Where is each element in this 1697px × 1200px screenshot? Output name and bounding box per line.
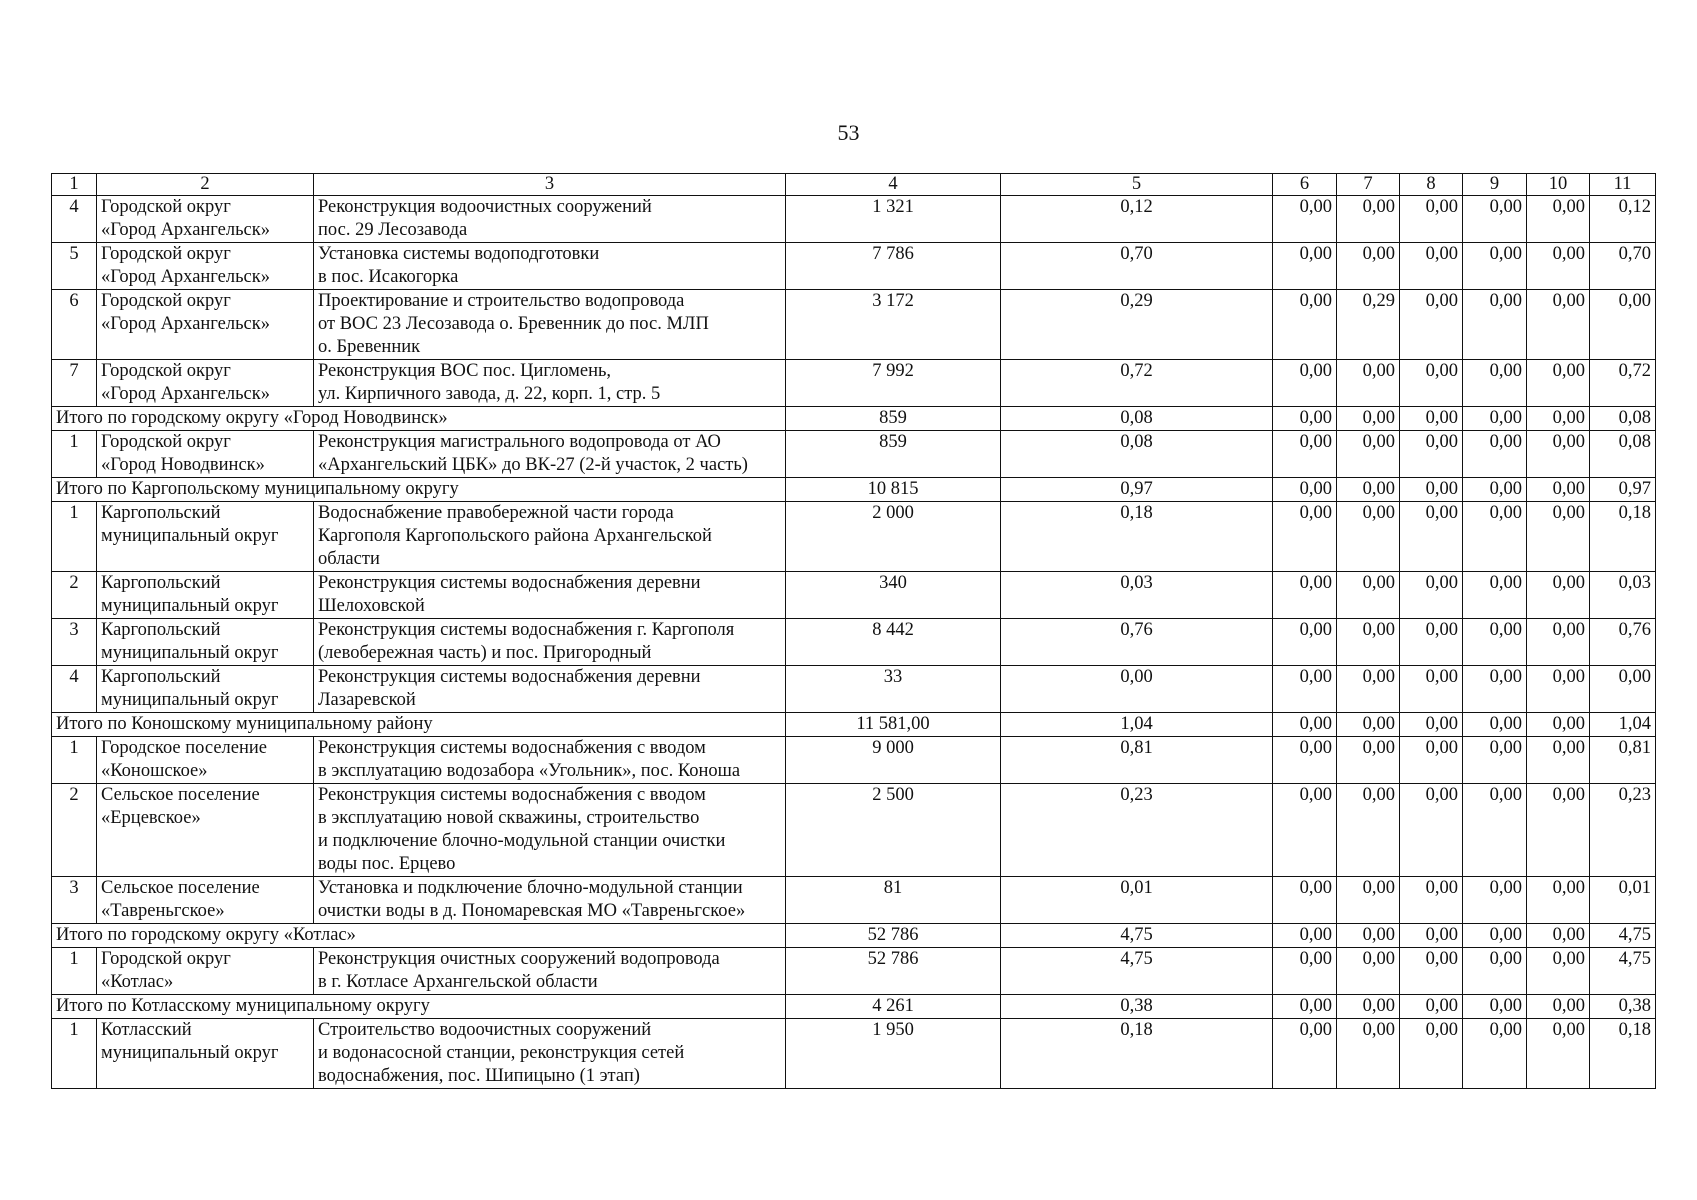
row-number: 5: [52, 243, 97, 290]
row-number: 1: [52, 737, 97, 784]
value-cell: 0,00: [1527, 502, 1590, 572]
value-cell: 0,97: [1001, 478, 1273, 502]
municipality-cell: [97, 360, 314, 407]
value-cell: 0,00: [1273, 713, 1337, 737]
project-description-line: Реконструкция системы водоснабжения г. Каргополя: [318, 620, 735, 640]
row-number: 1: [52, 948, 97, 995]
value-cell: 3 172: [786, 290, 1001, 360]
value-cell: 0,00: [1400, 360, 1463, 407]
value-cell: 0,00: [1463, 196, 1527, 243]
value-cell: 0,00: [1400, 784, 1463, 877]
project-description-cell: [314, 360, 786, 407]
municipality-line: «Город Архангельск»: [101, 314, 270, 334]
municipality-line: «Котлас»: [101, 972, 174, 992]
value-cell: 0,18: [1001, 502, 1273, 572]
value-cell: 0,29: [1001, 290, 1273, 360]
value-cell: 4,75: [1590, 948, 1656, 995]
value-cell: 0,08: [1590, 431, 1656, 478]
value-cell: 0,08: [1590, 407, 1656, 431]
value-cell: 0,00: [1273, 666, 1337, 713]
value-cell: 0,81: [1001, 737, 1273, 784]
project-description-cell: [314, 431, 786, 478]
value-cell: 0,00: [1273, 431, 1337, 478]
project-description-line: и подключение блочно-модульной станции очистки: [318, 831, 726, 851]
subtotal-label: Итого по Коношскому муниципальному району: [52, 713, 786, 737]
municipality-line: Котласский: [101, 1020, 192, 1040]
value-cell: 0,70: [1001, 243, 1273, 290]
project-description-line: Установка системы водоподготовки: [318, 244, 600, 264]
value-cell: 0,76: [1001, 619, 1273, 666]
project-description-line: Реконструкция водоочистных сооружений: [318, 197, 652, 217]
project-description-line: в эксплуатацию новой скважины, строительство: [318, 808, 700, 828]
project-description-line: Реконструкция системы водоснабжения деревни: [318, 573, 701, 593]
value-cell: 0,01: [1590, 877, 1656, 924]
value-cell: 0,38: [1590, 995, 1656, 1019]
table-row: [52, 360, 1656, 407]
value-cell: 0,00: [1337, 995, 1400, 1019]
value-cell: 0,00: [1337, 431, 1400, 478]
project-description-line: пос. 29 Лесозавода: [318, 220, 468, 240]
value-cell: 0,00: [1273, 948, 1337, 995]
project-description-cell: [314, 737, 786, 784]
value-cell: 0,38: [1001, 995, 1273, 1019]
municipality-line: Сельское поселение: [101, 785, 260, 805]
row-number: 4: [52, 666, 97, 713]
table-row: [52, 737, 1656, 784]
value-cell: 0,00: [1463, 713, 1527, 737]
project-description-cell: [314, 877, 786, 924]
value-cell: 0,00: [1273, 502, 1337, 572]
municipality-line: Каргопольский: [101, 667, 221, 687]
column-number: 6: [1273, 174, 1337, 196]
value-cell: 0,00: [1273, 1019, 1337, 1089]
project-description-cell: [314, 1019, 786, 1089]
subtotal-row: [52, 478, 1656, 502]
value-cell: 0,08: [1001, 431, 1273, 478]
municipality-cell: [97, 619, 314, 666]
value-cell: 0,00: [1400, 1019, 1463, 1089]
column-number: 1: [52, 174, 97, 196]
subtotal-row: [52, 407, 1656, 431]
table-row: [52, 290, 1656, 360]
value-cell: 0,00: [1400, 737, 1463, 784]
value-cell: 0,00: [1273, 572, 1337, 619]
project-description-line: Реконструкция ВОС пос. Цигломень,: [318, 361, 612, 381]
value-cell: 0,00: [1337, 948, 1400, 995]
value-cell: 0,00: [1337, 407, 1400, 431]
value-cell: 0,70: [1590, 243, 1656, 290]
table-row: [52, 784, 1656, 877]
row-number: 1: [52, 431, 97, 478]
value-cell: 0,00: [1527, 995, 1590, 1019]
project-description-line: в эксплуатацию водозабора «Угольник», пос. Коноша: [318, 761, 741, 781]
value-cell: 7 786: [786, 243, 1001, 290]
municipality-line: Городской округ: [101, 197, 231, 217]
project-description-line: Реконструкция системы водоснабжения с вводом: [318, 785, 706, 805]
value-cell: 0,29: [1337, 290, 1400, 360]
project-description-line: ул. Кирпичного завода, д. 22, корп. 1, стр. 5: [318, 384, 661, 404]
value-cell: 0,00: [1400, 572, 1463, 619]
value-cell: 0,00: [1527, 290, 1590, 360]
value-cell: 4,75: [1001, 924, 1273, 948]
data-table: [51, 173, 1656, 1089]
column-number: 7: [1337, 174, 1400, 196]
value-cell: 859: [786, 407, 1001, 431]
value-cell: 0,00: [1463, 290, 1527, 360]
value-cell: 10 815: [786, 478, 1001, 502]
project-description-cell: [314, 196, 786, 243]
value-cell: 0,00: [1463, 737, 1527, 784]
municipality-cell: [97, 431, 314, 478]
project-description-cell: [314, 666, 786, 713]
value-cell: 0,00: [1527, 572, 1590, 619]
row-number: 3: [52, 877, 97, 924]
value-cell: 0,00: [1463, 243, 1527, 290]
project-description-line: и водонасосной станции, реконструкция сетей: [318, 1043, 685, 1063]
project-description-line: Реконструкция системы водоснабжения деревни: [318, 667, 701, 687]
municipality-line: муниципальный округ: [101, 1043, 279, 1063]
project-description-line: Строительство водоочистных сооружений: [318, 1020, 652, 1040]
project-description-line: Лазаревской: [318, 690, 416, 710]
municipality-line: Городской округ: [101, 291, 231, 311]
value-cell: 0,00: [1527, 737, 1590, 784]
table-row: [52, 196, 1656, 243]
value-cell: 0,00: [1527, 196, 1590, 243]
value-cell: 0,00: [1400, 666, 1463, 713]
value-cell: 0,00: [1527, 713, 1590, 737]
subtotal-label: Итого по городскому округу «Город Новодвинск»: [52, 407, 786, 431]
value-cell: 0,00: [1400, 619, 1463, 666]
municipality-line: Каргопольский: [101, 573, 221, 593]
value-cell: 0,18: [1590, 1019, 1656, 1089]
column-number: 5: [1001, 174, 1273, 196]
value-cell: 0,01: [1001, 877, 1273, 924]
value-cell: 0,23: [1590, 784, 1656, 877]
table-row: [52, 243, 1656, 290]
value-cell: 0,00: [1400, 995, 1463, 1019]
value-cell: 0,00: [1337, 619, 1400, 666]
municipality-line: «Город Архангельск»: [101, 267, 270, 287]
page-number: 53: [837, 120, 860, 145]
municipality-cell: [97, 1019, 314, 1089]
value-cell: 81: [786, 877, 1001, 924]
project-description-cell: [314, 572, 786, 619]
value-cell: 0,00: [1337, 713, 1400, 737]
value-cell: 0,00: [1590, 666, 1656, 713]
row-number: 4: [52, 196, 97, 243]
value-cell: 0,00: [1463, 407, 1527, 431]
value-cell: 0,00: [1527, 924, 1590, 948]
value-cell: 0,00: [1337, 360, 1400, 407]
project-description-line: о. Бревенник: [318, 337, 421, 357]
row-number: 7: [52, 360, 97, 407]
subtotal-label: Итого по Каргопольскому муниципальному округу: [52, 478, 786, 502]
value-cell: 0,08: [1001, 407, 1273, 431]
project-description-line: «Архангельский ЦБК» до ВК-27 (2-й участок, 2 часть): [318, 455, 748, 475]
municipality-cell: [97, 737, 314, 784]
project-description-line: воды пос. Ерцево: [318, 854, 456, 874]
row-number: 2: [52, 784, 97, 877]
column-number-row: [52, 174, 1656, 196]
municipality-line: муниципальный округ: [101, 596, 279, 616]
value-cell: 0,00: [1463, 1019, 1527, 1089]
value-cell: 0,00: [1527, 431, 1590, 478]
table-row: [52, 619, 1656, 666]
municipality-line: Городской округ: [101, 361, 231, 381]
municipality-cell: [97, 243, 314, 290]
value-cell: 0,00: [1400, 407, 1463, 431]
municipality-cell: [97, 877, 314, 924]
value-cell: 0,00: [1527, 948, 1590, 995]
column-number: 8: [1400, 174, 1463, 196]
value-cell: 0,03: [1590, 572, 1656, 619]
value-cell: 340: [786, 572, 1001, 619]
municipality-line: муниципальный округ: [101, 690, 279, 710]
value-cell: 0,12: [1590, 196, 1656, 243]
value-cell: 0,00: [1337, 196, 1400, 243]
municipality-cell: [97, 572, 314, 619]
municipality-line: Городской округ: [101, 244, 231, 264]
subtotal-row: [52, 924, 1656, 948]
row-number: 2: [52, 572, 97, 619]
value-cell: 52 786: [786, 948, 1001, 995]
table-row: [52, 502, 1656, 572]
value-cell: 52 786: [786, 924, 1001, 948]
value-cell: 0,00: [1463, 948, 1527, 995]
column-number: 4: [786, 174, 1001, 196]
value-cell: 0,00: [1273, 784, 1337, 877]
municipality-line: «Коношское»: [101, 761, 208, 781]
project-description-line: области: [318, 549, 380, 569]
value-cell: 0,00: [1463, 619, 1527, 666]
subtotal-row: [52, 713, 1656, 737]
municipality-line: Городской округ: [101, 432, 231, 452]
municipality-cell: [97, 666, 314, 713]
value-cell: 1,04: [1001, 713, 1273, 737]
value-cell: 0,00: [1527, 877, 1590, 924]
value-cell: 8 442: [786, 619, 1001, 666]
value-cell: 0,03: [1001, 572, 1273, 619]
value-cell: 0,00: [1400, 290, 1463, 360]
project-description-line: от ВОС 23 Лесозавода о. Бревенник до пос. МЛП: [318, 314, 709, 334]
value-cell: 0,00: [1527, 619, 1590, 666]
row-number: 1: [52, 1019, 97, 1089]
value-cell: 0,72: [1001, 360, 1273, 407]
project-description-cell: [314, 948, 786, 995]
value-cell: 1 321: [786, 196, 1001, 243]
value-cell: 0,00: [1463, 924, 1527, 948]
value-cell: 4,75: [1001, 948, 1273, 995]
value-cell: 0,00: [1337, 666, 1400, 713]
value-cell: 33: [786, 666, 1001, 713]
value-cell: 0,00: [1337, 877, 1400, 924]
value-cell: 7 992: [786, 360, 1001, 407]
project-description-line: Проектирование и строительство водопровода: [318, 291, 685, 311]
project-description-line: в пос. Исакогорка: [318, 267, 459, 287]
project-description-line: Реконструкция магистрального водопровода от АО: [318, 432, 721, 452]
value-cell: 0,00: [1463, 877, 1527, 924]
project-description-cell: [314, 784, 786, 877]
project-description-line: (левобережная часть) и пос. Пригородный: [318, 643, 652, 663]
value-cell: 0,00: [1527, 243, 1590, 290]
value-cell: 0,00: [1337, 924, 1400, 948]
value-cell: 0,00: [1463, 666, 1527, 713]
table-body: [52, 174, 1656, 1089]
municipality-line: Городской округ: [101, 949, 231, 969]
value-cell: 0,76: [1590, 619, 1656, 666]
municipality-cell: [97, 290, 314, 360]
value-cell: 2 500: [786, 784, 1001, 877]
project-description-line: Реконструкция очистных сооружений водопровода: [318, 949, 720, 969]
value-cell: 4,75: [1590, 924, 1656, 948]
value-cell: 0,00: [1463, 502, 1527, 572]
value-cell: 0,00: [1527, 478, 1590, 502]
value-cell: 0,00: [1400, 502, 1463, 572]
value-cell: 0,00: [1400, 877, 1463, 924]
municipality-cell: [97, 196, 314, 243]
column-number: 3: [314, 174, 786, 196]
project-description-line: очистки воды в д. Пономаревская МО «Тавреньгское»: [318, 901, 746, 921]
value-cell: 0,00: [1527, 360, 1590, 407]
value-cell: 0,00: [1527, 407, 1590, 431]
table-row: [52, 1019, 1656, 1089]
municipality-line: муниципальный округ: [101, 643, 279, 663]
municipality-line: «Тавреньгское»: [101, 901, 225, 921]
municipality-line: «Город Архангельск»: [101, 220, 270, 240]
column-number: 11: [1590, 174, 1656, 196]
municipality-cell: [97, 784, 314, 877]
municipality-cell: [97, 948, 314, 995]
value-cell: 0,00: [1273, 995, 1337, 1019]
value-cell: 0,00: [1001, 666, 1273, 713]
value-cell: 0,00: [1273, 737, 1337, 784]
column-number: 10: [1527, 174, 1590, 196]
value-cell: 0,00: [1527, 1019, 1590, 1089]
project-description-cell: [314, 243, 786, 290]
value-cell: 2 000: [786, 502, 1001, 572]
subtotal-row: [52, 995, 1656, 1019]
value-cell: 0,12: [1001, 196, 1273, 243]
value-cell: 0,00: [1273, 243, 1337, 290]
value-cell: 0,00: [1527, 784, 1590, 877]
value-cell: 0,00: [1400, 196, 1463, 243]
value-cell: 0,00: [1400, 431, 1463, 478]
value-cell: 0,00: [1273, 196, 1337, 243]
column-number: 2: [97, 174, 314, 196]
value-cell: 0,72: [1590, 360, 1656, 407]
value-cell: 0,00: [1273, 360, 1337, 407]
row-number: 6: [52, 290, 97, 360]
column-number: 9: [1463, 174, 1527, 196]
value-cell: 0,23: [1001, 784, 1273, 877]
value-cell: 1,04: [1590, 713, 1656, 737]
value-cell: 0,00: [1337, 737, 1400, 784]
value-cell: 0,00: [1337, 572, 1400, 619]
project-description-cell: [314, 290, 786, 360]
value-cell: 0,00: [1463, 431, 1527, 478]
project-description-line: Реконструкция системы водоснабжения с вводом: [318, 738, 706, 758]
row-number: 1: [52, 502, 97, 572]
value-cell: 859: [786, 431, 1001, 478]
project-description-line: Водоснабжение правобережной части города: [318, 503, 674, 523]
value-cell: 0,81: [1590, 737, 1656, 784]
value-cell: 0,18: [1001, 1019, 1273, 1089]
value-cell: 0,18: [1590, 502, 1656, 572]
value-cell: 0,00: [1590, 290, 1656, 360]
value-cell: 0,97: [1590, 478, 1656, 502]
value-cell: 9 000: [786, 737, 1001, 784]
value-cell: 0,00: [1463, 360, 1527, 407]
value-cell: 0,00: [1463, 995, 1527, 1019]
municipality-line: Каргопольский: [101, 620, 221, 640]
municipality-line: «Город Архангельск»: [101, 384, 270, 404]
value-cell: 0,00: [1337, 1019, 1400, 1089]
value-cell: 0,00: [1337, 784, 1400, 877]
municipality-line: Сельское поселение: [101, 878, 260, 898]
table-row: [52, 431, 1656, 478]
project-description-line: Установка и подключение блочно-модульной станции: [318, 878, 743, 898]
table-row: [52, 666, 1656, 713]
value-cell: 0,00: [1337, 502, 1400, 572]
table-row: [52, 572, 1656, 619]
value-cell: 4 261: [786, 995, 1001, 1019]
municipality-cell: [97, 502, 314, 572]
project-description-line: Каргополя Каргопольского района Архангельской: [318, 526, 712, 546]
row-number: 3: [52, 619, 97, 666]
value-cell: 0,00: [1400, 924, 1463, 948]
municipality-line: Каргопольский: [101, 503, 221, 523]
value-cell: 0,00: [1400, 948, 1463, 995]
value-cell: 0,00: [1463, 784, 1527, 877]
project-description-line: в г. Котласе Архангельской области: [318, 972, 598, 992]
value-cell: 0,00: [1463, 478, 1527, 502]
value-cell: 0,00: [1400, 243, 1463, 290]
value-cell: 0,00: [1337, 243, 1400, 290]
subtotal-label: Итого по городскому округу «Котлас»: [52, 924, 786, 948]
project-description-line: Шелоховской: [318, 596, 425, 616]
municipality-line: муниципальный округ: [101, 526, 279, 546]
value-cell: 1 950: [786, 1019, 1001, 1089]
value-cell: 0,00: [1337, 478, 1400, 502]
subtotal-label: Итого по Котласскому муниципальному округу: [52, 995, 786, 1019]
value-cell: 0,00: [1400, 478, 1463, 502]
project-description-cell: [314, 619, 786, 666]
value-cell: 0,00: [1273, 407, 1337, 431]
value-cell: 0,00: [1273, 290, 1337, 360]
project-description-cell: [314, 502, 786, 572]
value-cell: 0,00: [1273, 924, 1337, 948]
municipality-line: Городское поселение: [101, 738, 267, 758]
municipality-line: «Ерцевское»: [101, 808, 201, 828]
value-cell: 0,00: [1273, 877, 1337, 924]
value-cell: 0,00: [1527, 666, 1590, 713]
value-cell: 0,00: [1400, 713, 1463, 737]
municipality-line: «Город Новодвинск»: [101, 455, 265, 475]
project-description-line: водоснабжения, пос. Шипицыно (1 этап): [318, 1066, 640, 1086]
value-cell: 0,00: [1273, 478, 1337, 502]
table-row: [52, 877, 1656, 924]
value-cell: 11 581,00: [786, 713, 1001, 737]
table-row: [52, 948, 1656, 995]
value-cell: 0,00: [1273, 619, 1337, 666]
value-cell: 0,00: [1463, 572, 1527, 619]
